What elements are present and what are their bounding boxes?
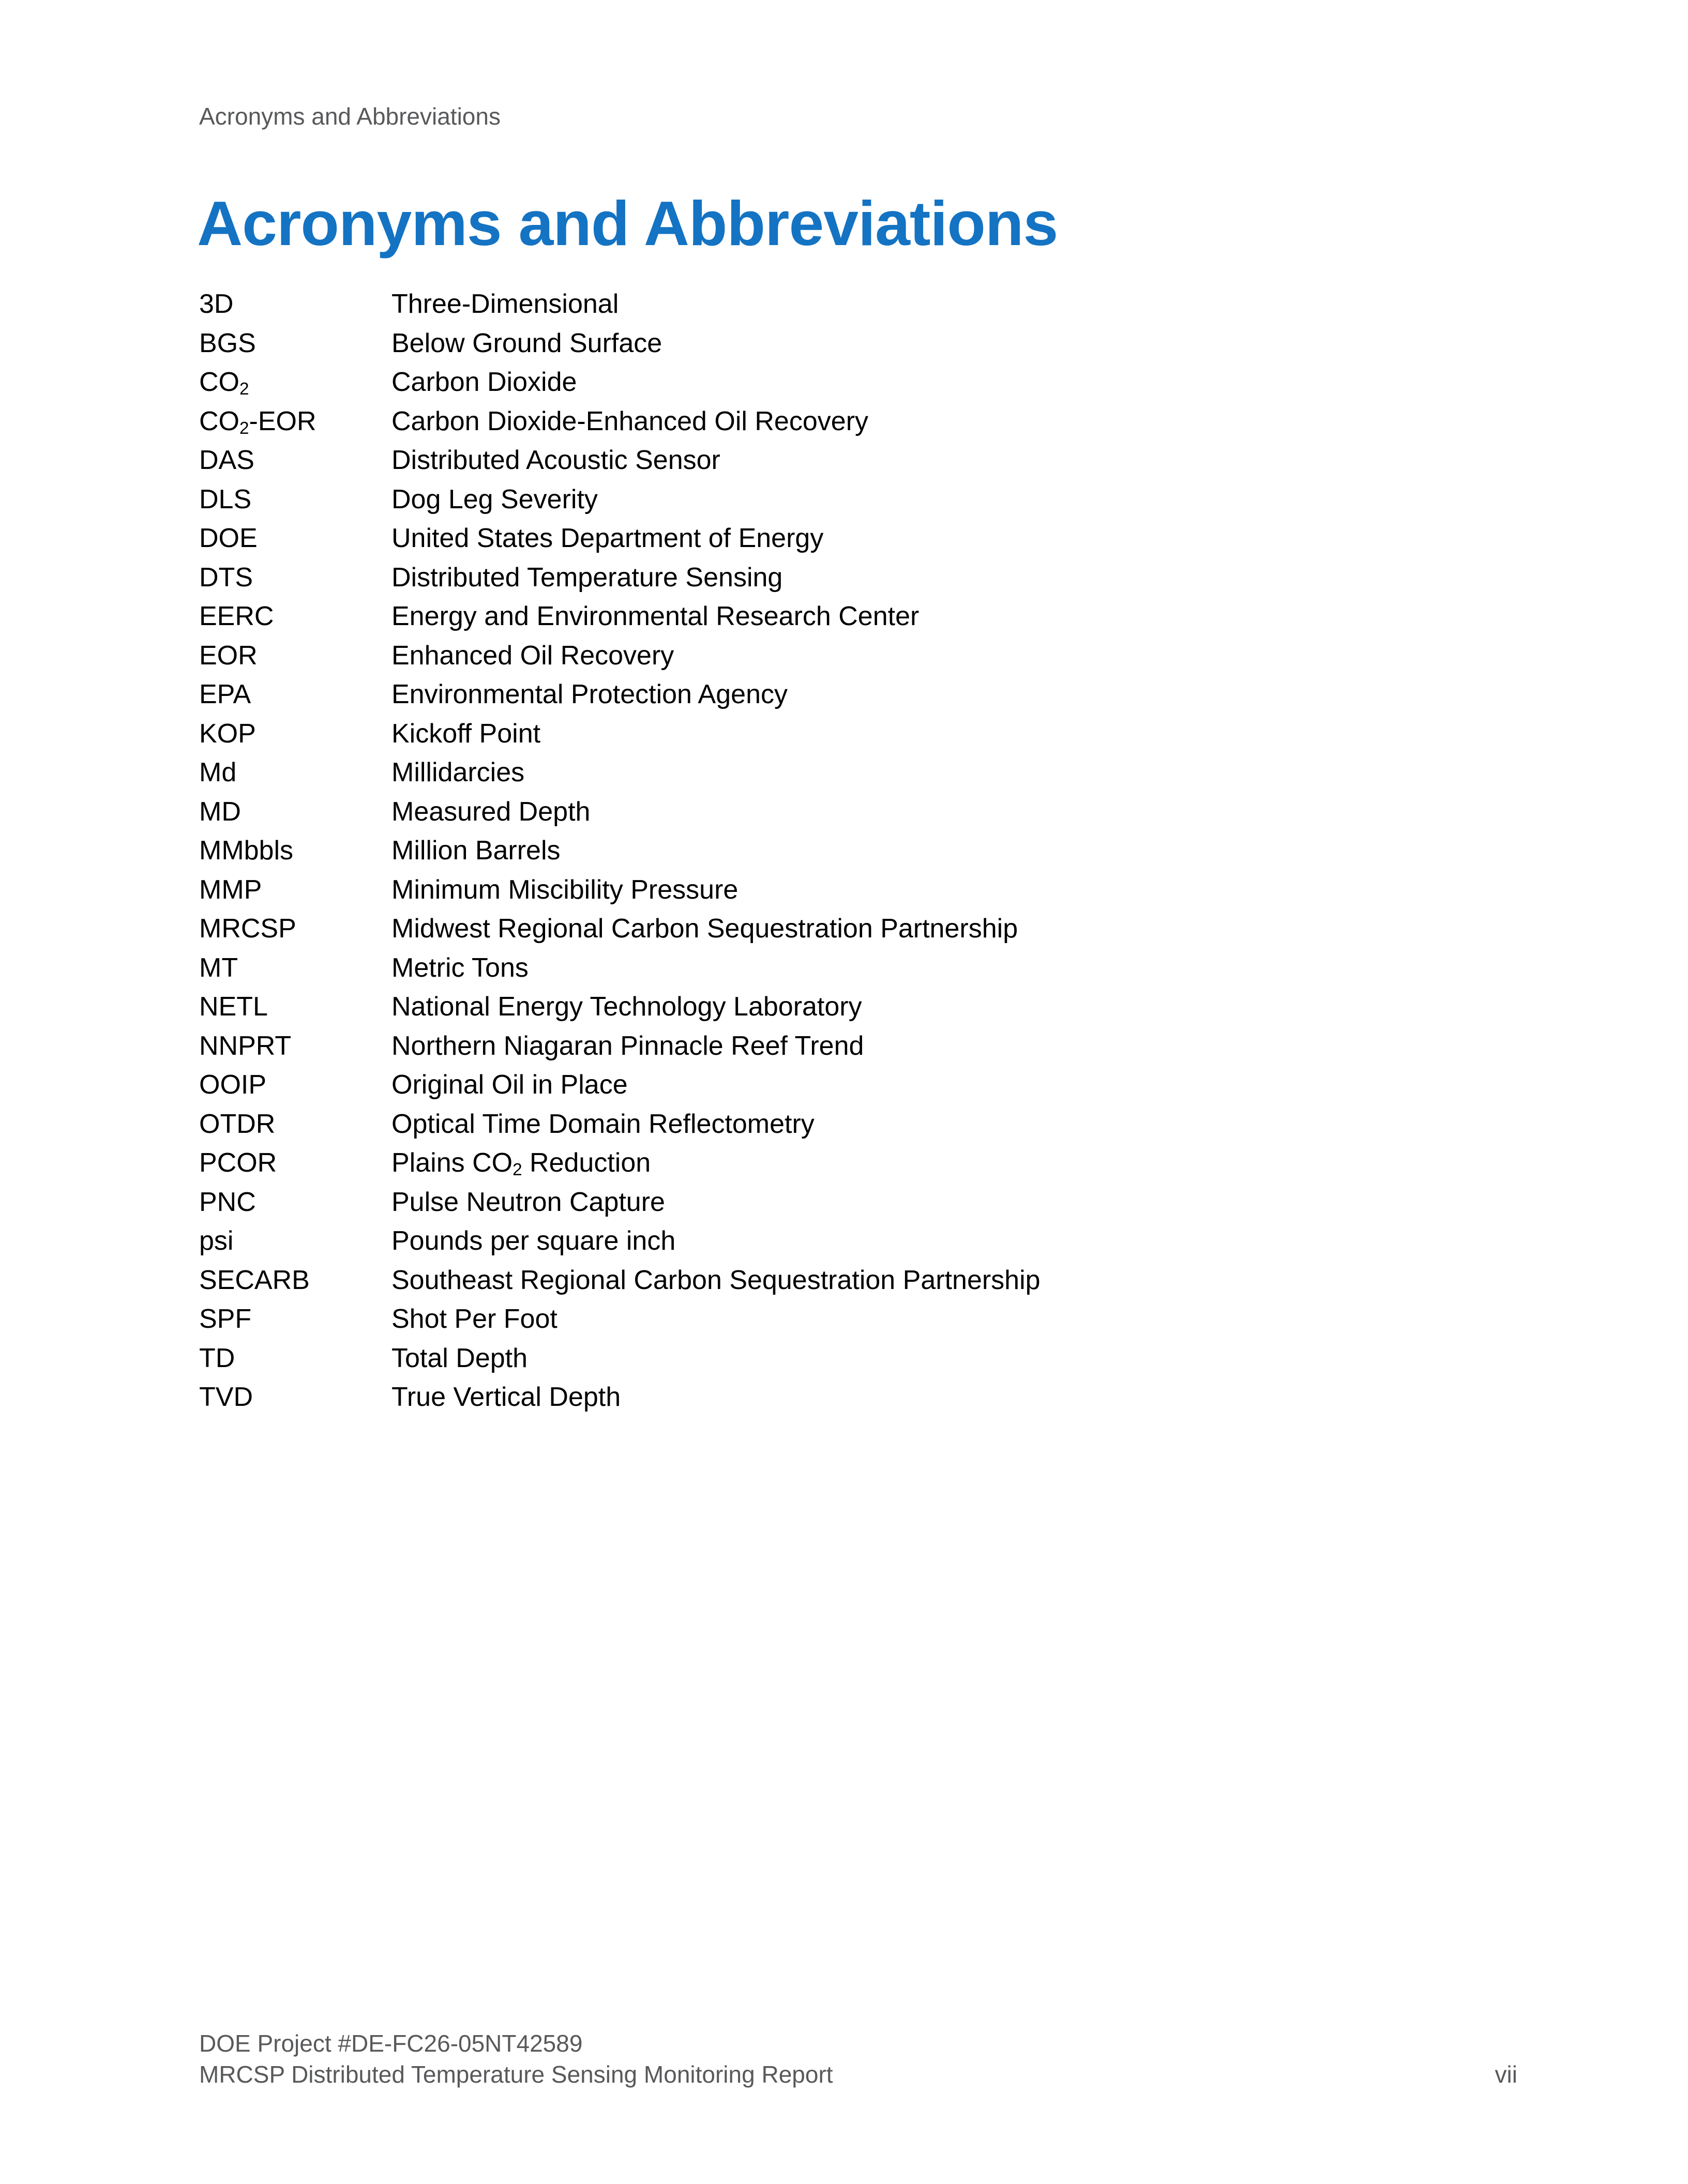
acronym-row: [199, 285, 1523, 324]
acronym-definition: Dog Leg Severity: [391, 484, 598, 514]
acronym-row: [199, 949, 1523, 988]
acronym-definition: Original Oil in Place: [391, 1070, 628, 1100]
footer-project-line: DOE Project #DE-FC26-05NT42589: [199, 2030, 583, 2057]
acronym-term: 3D: [199, 289, 234, 319]
acronym-row: [199, 1378, 1523, 1417]
acronym-definition: Environmental Protection Agency: [391, 679, 788, 709]
acronym-row: [199, 1339, 1523, 1378]
acronym-definition: Minimum Miscibility Pressure: [391, 874, 739, 905]
acronym-row: [199, 441, 1523, 480]
acronym-term: DOE: [199, 523, 258, 553]
acronym-definition: Million Barrels: [391, 836, 561, 866]
acronym-definition: Carbon Dioxide: [391, 367, 577, 397]
acronym-definition: Kickoff Point: [391, 718, 541, 749]
footer-report-title: MRCSP Distributed Temperature Sensing Monitoring Report: [199, 2061, 833, 2088]
acronym-term: DAS: [199, 445, 254, 475]
acronym-row: [199, 1105, 1523, 1144]
acronym-row: [199, 988, 1523, 1027]
acronym-row: [199, 480, 1523, 520]
acronym-term: EOR: [199, 640, 258, 671]
acronym-row: [199, 597, 1523, 636]
acronym-row: [199, 1300, 1523, 1339]
acronym-term: $CO_2$-EOR: [199, 406, 317, 438]
acronym-row: [199, 402, 1523, 442]
page-number: vii: [1495, 2061, 1517, 2088]
acronym-term: OOIP: [199, 1070, 267, 1100]
acronym-definition: Northern Niagaran Pinnacle Reef Trend: [391, 1030, 864, 1061]
acronym-definition: Enhanced Oil Recovery: [391, 640, 674, 671]
page-title: Acronyms and Abbreviations: [197, 188, 1058, 259]
page-footer: [199, 2028, 1517, 2090]
acronym-definition: Distributed Acoustic Sensor: [391, 445, 720, 475]
acronym-term: PCOR: [199, 1148, 277, 1178]
acronym-row: [199, 909, 1523, 949]
acronym-definition: Midwest Regional Carbon Sequestration Partnership: [391, 914, 1018, 944]
acronym-term: SECARB: [199, 1265, 310, 1295]
acronym-term: BGS: [199, 328, 256, 358]
acronym-definition: Pulse Neutron Capture: [391, 1187, 665, 1217]
acronym-definition: National Energy Technology Laboratory: [391, 992, 862, 1022]
acronym-term: EERC: [199, 601, 274, 631]
acronym-term: MRCSP: [199, 914, 296, 944]
acronym-definition: Carbon Dioxide-Enhanced Oil Recovery: [391, 406, 869, 436]
acronym-definition: Total Depth: [391, 1343, 528, 1373]
acronym-term: DTS: [199, 562, 253, 593]
acronym-definition: Southeast Regional Carbon Sequestration Partnership: [391, 1265, 1041, 1295]
acronym-definition: Below Ground Surface: [391, 328, 662, 358]
acronym-definition: Pounds per square inch: [391, 1226, 676, 1256]
acronym-row: [199, 831, 1523, 871]
acronym-term: psi: [199, 1226, 234, 1256]
acronym-term: DLS: [199, 484, 252, 514]
acronym-term: PNC: [199, 1187, 256, 1217]
acronym-row: [199, 871, 1523, 910]
acronym-term: Md: [199, 757, 237, 787]
acronym-row: [199, 793, 1523, 832]
acronym-row: [199, 753, 1523, 793]
acronym-term: MMP: [199, 874, 262, 905]
acronym-row: [199, 363, 1523, 402]
acronym-term: SPF: [199, 1304, 252, 1334]
acronym-row: [199, 1261, 1523, 1300]
acronym-term: TVD: [199, 1382, 253, 1412]
acronym-definition: Shot Per Foot: [391, 1304, 557, 1334]
acronym-term: $CO_2$: [199, 367, 249, 399]
acronym-term: NNPRT: [199, 1030, 292, 1061]
acronym-term: OTDR: [199, 1109, 276, 1139]
acronym-term: TD: [199, 1343, 235, 1373]
acronym-definition: Distributed Temperature Sensing: [391, 562, 783, 593]
acronym-row: [199, 675, 1523, 715]
acronym-definition: Plains $CO_2$ Reduction: [391, 1148, 651, 1180]
acronym-definition: Metric Tons: [391, 952, 529, 983]
acronym-term: MMbbls: [199, 836, 294, 866]
acronym-term: KOP: [199, 718, 256, 749]
acronym-term: NETL: [199, 992, 268, 1022]
acronym-row: [199, 324, 1523, 363]
acronym-list: [199, 285, 1523, 1417]
running-header: Acronyms and Abbreviations: [199, 103, 501, 130]
acronym-row: [199, 558, 1523, 598]
acronym-row: [199, 1222, 1523, 1261]
acronym-definition: Optical Time Domain Reflectometry: [391, 1109, 815, 1139]
acronym-term: EPA: [199, 679, 251, 709]
acronym-row: [199, 1027, 1523, 1066]
acronym-term: MD: [199, 796, 241, 827]
acronym-row: [199, 1066, 1523, 1105]
acronym-definition: True Vertical Depth: [391, 1382, 621, 1412]
acronym-term: MT: [199, 952, 238, 983]
acronym-definition: Millidarcies: [391, 757, 525, 787]
acronym-row: [199, 636, 1523, 676]
acronym-definition: Three-Dimensional: [391, 289, 619, 319]
acronym-row: [199, 1144, 1523, 1183]
acronym-row: [199, 715, 1523, 754]
acronym-row: [199, 1183, 1523, 1222]
acronym-definition: Energy and Environmental Research Center: [391, 601, 920, 631]
acronym-definition: Measured Depth: [391, 796, 591, 827]
acronym-definition: United States Department of Energy: [391, 523, 824, 553]
acronym-row: [199, 519, 1523, 558]
